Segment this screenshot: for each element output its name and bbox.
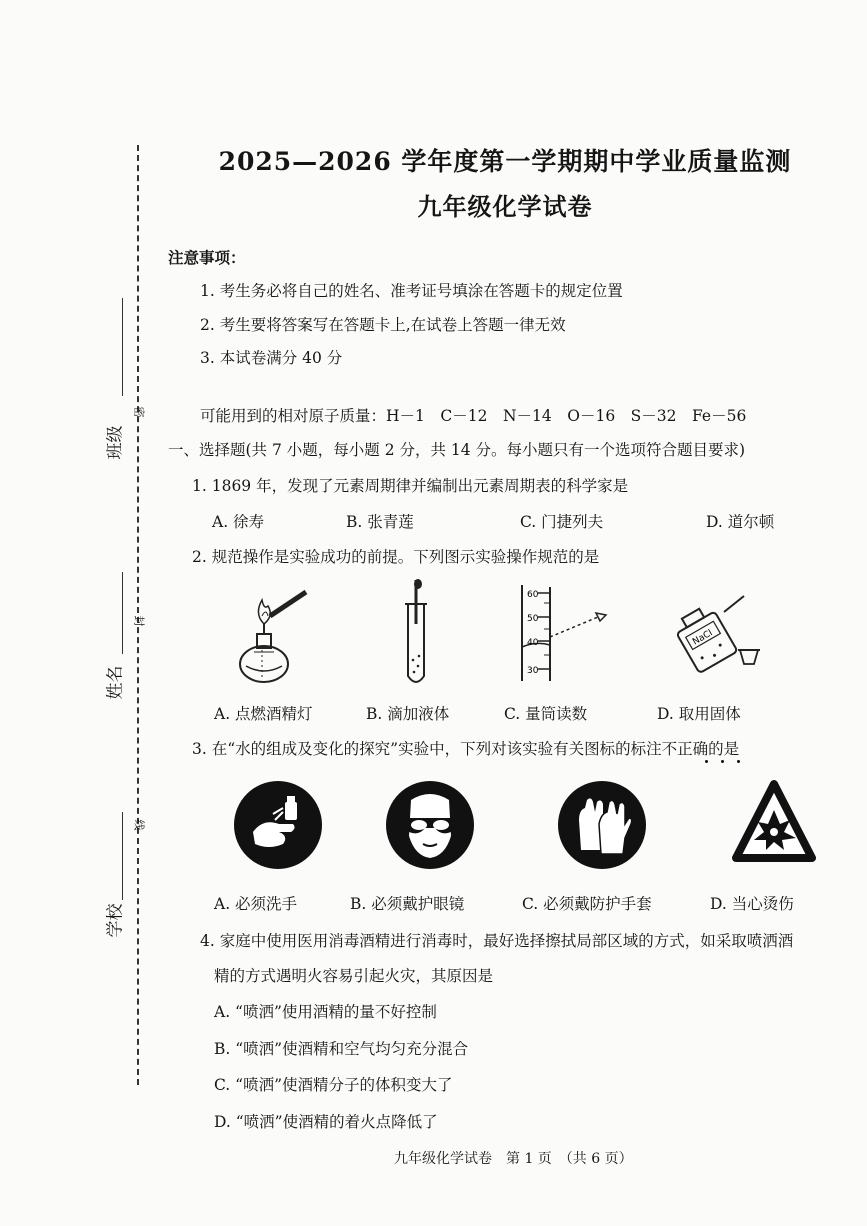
q3-stem-after: 的是: [708, 740, 740, 758]
q4-stem-line1: 4. 家庭中使用医用消毒酒精进行消毒时，最好选择擦拭局部区域的方式，如采取喷洒酒: [200, 932, 794, 950]
notice-item: 1. 考生务必将自己的姓名、准考证号填涂在答题卡的规定位置: [200, 282, 623, 300]
q4-option-c: C. “喷洒”使酒精分子的体积变大了: [214, 1076, 453, 1094]
school-label: 学校: [105, 903, 126, 938]
emphasis-dot: [705, 760, 708, 763]
q3-stem-before: 3. 在“水的组成及变化的探究”实验中，下列对该实验有关图标的标注: [192, 740, 662, 758]
bottle-label: NaCl: [691, 628, 715, 648]
seal-mark-xian: 线: [132, 819, 146, 831]
seal-mark-feng: 封: [132, 615, 146, 627]
emphasis-dot: [721, 760, 724, 763]
school-blank-line: [122, 812, 123, 900]
emphasis-dot: [737, 760, 740, 763]
dropper-test-tube-image: [398, 580, 438, 690]
name-label: 姓名: [105, 665, 126, 700]
q2-option-d: D. 取用固体: [657, 705, 741, 723]
cylinder-tick-40: 40: [527, 638, 539, 648]
q1-option-c: C. 门捷列夫: [520, 513, 604, 531]
page-title: 2025—2026 学年度第一学期期中学业质量监测: [218, 147, 792, 176]
q2-option-a: A. 点燃酒精灯: [214, 705, 313, 723]
q2-option-b: B. 滴加液体: [366, 705, 450, 723]
q1-option-d: D. 道尔顿: [706, 513, 775, 531]
q2-stem: 2. 规范操作是实验成功的前提。下列图示实验操作规范的是: [192, 548, 600, 566]
class-label: 班级: [105, 425, 126, 460]
name-blank-line: [122, 572, 123, 654]
q3-option-d: D. 当心烫伤: [710, 895, 794, 913]
atomic-masses: 可能用到的相对原子质量：H－1 C－12 N－14 O－16 S－32 Fe－56: [200, 407, 747, 425]
cylinder-tick-50: 50: [527, 614, 539, 624]
page-subtitle: 九年级化学试卷: [417, 192, 593, 221]
q3-option-b: B. 必须戴护眼镜: [350, 895, 465, 913]
wash-hands-icon: [233, 780, 323, 870]
q2-option-c: C. 量筒读数: [504, 705, 588, 723]
q3-option-a: A. 必须洗手: [214, 895, 298, 913]
cylinder-tick-30: 30: [527, 666, 539, 676]
q1-option-b: B. 张青莲: [346, 513, 414, 531]
q3-stem-emphasis: 不正确: [661, 740, 709, 758]
alcohol-lamp-image: [232, 588, 322, 688]
cylinder-tick-60: 60: [527, 590, 539, 600]
notice-item: 2. 考生要将答案写在答题卡上,在试卷上答题一律无效: [200, 316, 566, 334]
seal-mark-mi: 密: [132, 406, 146, 418]
burn-warning-icon: [732, 780, 816, 866]
q4-option-d: D. “喷洒”使酒精的着火点降低了: [214, 1113, 438, 1131]
q4-option-a: A. “喷洒”使用酒精的量不好控制: [214, 1003, 437, 1021]
q1-stem: 1. 1869 年，发现了元素周期律并编制出元素周期表的科学家是: [192, 477, 629, 495]
goggles-icon: [385, 780, 475, 870]
q3-option-c: C. 必须戴防护手套: [522, 895, 652, 913]
page-footer: 九年级化学试卷 第 1 页 （共 6 页）: [394, 1151, 633, 1167]
notice-item: 3. 本试卷满分 40 分: [200, 349, 343, 367]
graduated-cylinder-image: [520, 585, 620, 685]
q1-option-a: A. 徐寿: [212, 513, 265, 531]
reagent-bottle-image: [668, 596, 768, 676]
notice-heading: 注意事项：: [168, 248, 246, 267]
gloves-icon: [557, 780, 647, 870]
q4-stem-line2: 精的方式遇明火容易引起火灾，其原因是: [214, 967, 494, 985]
q3-stem: [192, 737, 739, 759]
section-heading: 一、选择题(共 7 小题，每小题 2 分，共 14 分。每小题只有一个选项符合题目要求): [168, 441, 746, 459]
q4-option-b: B. “喷洒”使酒精和空气均匀充分混合: [214, 1040, 469, 1058]
class-blank-line: [122, 298, 123, 396]
